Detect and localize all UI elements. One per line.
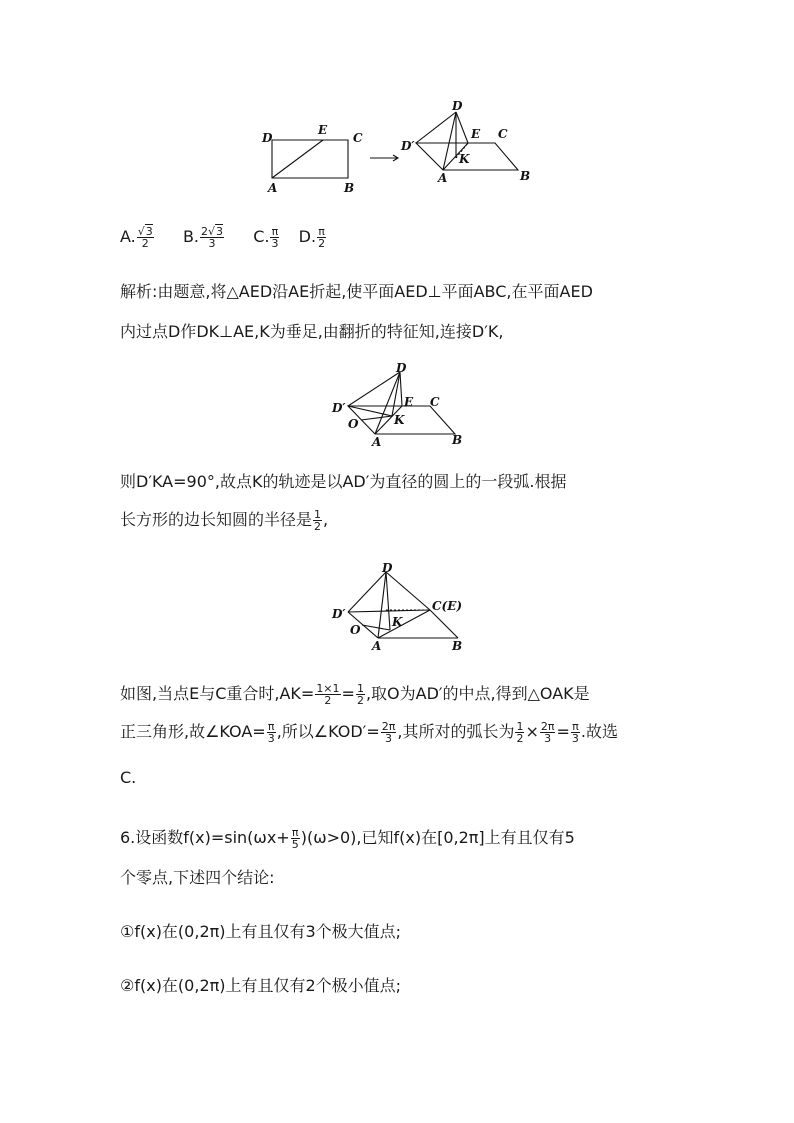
arc-fraction-2: [540, 721, 556, 744]
label-e: E: [404, 395, 414, 409]
label-k: K: [392, 615, 403, 629]
label-b: B: [344, 181, 355, 195]
question-6-item-2: ②f(x)在(0,2π)上有且仅有2个极小值点;: [120, 976, 402, 995]
koa-fraction: [267, 721, 276, 744]
label-d-prime: D′: [332, 401, 346, 415]
solution-line-6: [120, 720, 618, 744]
solution-line-5: [120, 682, 590, 706]
label-a: A: [372, 639, 382, 653]
koa-num: π: [267, 720, 275, 733]
option-a-label: A.: [120, 227, 136, 246]
line-6-text-b: ,所以∠KOD′=: [276, 722, 380, 741]
answer-options: [120, 225, 327, 249]
option-b-numerator: 2√3: [201, 225, 224, 238]
segment-d-e: [400, 372, 402, 406]
option-a-denominator: 2: [141, 237, 149, 250]
solution-line-1: 解析:由题意,将△AED沿AE折起,使平面AED⊥平面ABC,在平面AED: [120, 282, 593, 301]
option-b: [182, 225, 230, 250]
solution-line-7: C.: [120, 768, 137, 787]
question-6-line-2: 个零点,下述四个结论:: [120, 868, 275, 887]
label-d: D: [452, 99, 463, 113]
segment-d-k: [386, 572, 390, 630]
line-5-equals: =: [341, 684, 355, 703]
figure-2-fold-with-midpoint: [330, 362, 470, 448]
label-b: B: [520, 169, 531, 183]
segment-d-e: [456, 112, 468, 143]
label-c-e: C(E): [432, 599, 463, 613]
solution-line-4-end: ,: [323, 510, 329, 529]
kod-den: 3: [385, 732, 393, 745]
option-c-numerator: π: [271, 225, 279, 238]
rectangle-abcd: [272, 140, 348, 178]
segment-d-dp: [348, 572, 386, 612]
q6-fraction: [291, 827, 300, 850]
koa-den: 3: [267, 732, 275, 745]
option-a-fraction: [137, 226, 154, 249]
label-e: E: [471, 127, 481, 141]
option-c-denominator: 3: [271, 237, 279, 250]
option-c-fraction: [270, 226, 279, 249]
arc-f2-den: 3: [544, 732, 552, 745]
option-b-denominator: 3: [208, 237, 216, 250]
arc-f2-num: 2π: [540, 720, 555, 733]
q6-num: π: [291, 826, 299, 839]
segment-a-c: [378, 610, 430, 638]
label-b: B: [452, 433, 463, 447]
solution-line-4: [120, 508, 328, 532]
ak-fraction-2-den: 2: [356, 694, 364, 707]
label-k: K: [459, 152, 470, 166]
label-a: A: [438, 171, 448, 185]
label-c: C: [498, 127, 508, 141]
option-a-numerator: √3: [137, 225, 153, 238]
option-b-label: B.: [182, 227, 200, 246]
label-d-prime: D′: [332, 607, 346, 621]
q6-text-a: 6.设函数f(x)=sin(ωx+: [120, 828, 290, 847]
solution-line-3: 则D′KA=90°,故点K的轨迹是以AD′为直径的圆上的一段弧.根据: [120, 472, 567, 491]
ak-fraction-1-num: 1×1: [316, 682, 340, 695]
label-o: O: [348, 417, 359, 431]
line-6-times: ×: [525, 722, 539, 741]
label-e: E: [318, 123, 328, 137]
ak-fraction-2-num: 1: [356, 682, 364, 695]
arc-f3-num: π: [572, 720, 579, 733]
ak-fraction-2: [356, 683, 365, 706]
line-5-text-a: 如图,当点E与C重合时,AK=: [120, 684, 315, 703]
ak-fraction-1-den: 2: [324, 694, 332, 707]
label-c: C: [353, 131, 363, 145]
arc-f1-den: 2: [516, 732, 524, 745]
question-6-line-1: [120, 826, 575, 850]
q6-den: 5: [291, 838, 299, 851]
arc-fraction-1: [515, 721, 524, 744]
arc-f1-num: 1: [516, 720, 524, 733]
label-d-prime: D′: [401, 139, 415, 153]
label-o: O: [350, 623, 361, 637]
line-6-text-a: 正三角形,故∠KOA=: [120, 722, 266, 741]
label-d: D: [382, 561, 393, 575]
ak-fraction-1: [315, 683, 340, 706]
q6-text-b: )(ω>0),已知f(x)在[0,2π]上有且仅有5: [300, 828, 575, 847]
label-c: C: [430, 395, 440, 409]
option-d: [298, 225, 327, 250]
figure-3-e-coincides-c: [330, 562, 470, 652]
segment-ae: [272, 140, 323, 178]
figure-1-rectangle-and-fold: [258, 98, 538, 194]
option-a: [120, 225, 160, 250]
segment-d-dp: [348, 372, 400, 406]
option-d-denominator: 2: [318, 237, 326, 250]
radius-fraction: [313, 509, 322, 532]
radius-denominator: 2: [314, 520, 322, 533]
line-6-text-f: .故选: [580, 722, 618, 741]
solution-line-2: 内过点D作DK⊥AE,K为垂足,由翻折的特征知,连接D′K,: [120, 322, 504, 341]
segment-d-c: [386, 572, 430, 610]
line-6-text-c: ,其所对的弧长为: [397, 722, 515, 741]
option-b-fraction: [200, 226, 224, 249]
option-c: [253, 225, 285, 250]
line-5-text-c: ,取O为AD′的中点,得到△OAK是: [365, 684, 590, 703]
radius-numerator: 1: [314, 508, 322, 521]
kod-num: 2π: [381, 720, 396, 733]
option-d-fraction: [317, 226, 326, 249]
label-d: D: [396, 361, 407, 375]
arc-f3-den: 3: [571, 732, 579, 745]
label-k: K: [394, 413, 405, 427]
label-a: A: [372, 435, 382, 449]
line-6-equals: =: [556, 722, 570, 741]
segment-b-c: [430, 610, 458, 638]
option-d-numerator: π: [318, 225, 325, 238]
question-6-item-1: ①f(x)在(0,2π)上有且仅有3个极大值点;: [120, 922, 402, 941]
label-a: A: [268, 181, 278, 195]
arc-fraction-3: [571, 721, 580, 744]
option-d-label: D.: [298, 227, 317, 246]
segment-o-k: [361, 416, 392, 420]
label-b: B: [452, 639, 463, 653]
option-c-label: C.: [253, 227, 270, 246]
kod-fraction: [381, 721, 397, 744]
label-d: D: [262, 131, 273, 145]
solution-line-4-text: 长方形的边长知圆的半径是: [120, 510, 313, 529]
